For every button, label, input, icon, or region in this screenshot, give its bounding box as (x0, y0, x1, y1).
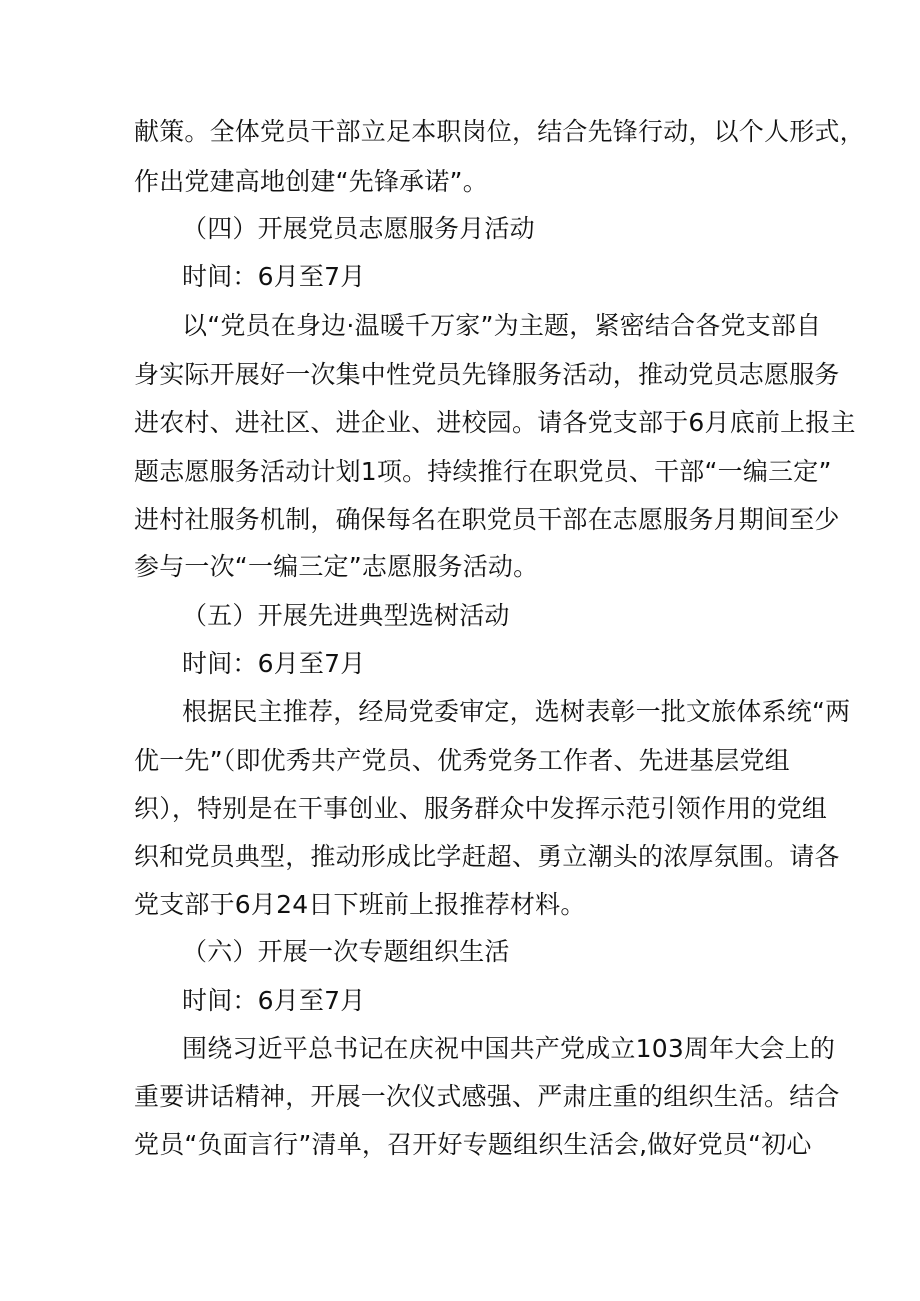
paragraph-line: 优一先”（即优秀共产党员、优秀党务工作者、先进基层党组 (134, 746, 790, 775)
time-line: 时间：6月至7月 (182, 986, 366, 1015)
time-line: 时间：6月至7月 (182, 262, 366, 291)
paragraph-line: 以“党员在身边·温暖千万家”为主题，紧密结合各党支部自 (182, 311, 822, 340)
paragraph-line: 身实际开展好一次集中性党员先锋服务活动，推动党员志愿服务 (134, 360, 840, 389)
section-heading: （五）开展先进典型选树活动 (182, 601, 510, 630)
paragraph-line: 根据民主推荐，经局党委审定，选树表彰一批文旅体系统“两 (182, 697, 851, 726)
paragraph-line: 题志愿服务活动计划1项。持续推行在职党员、干部“一编三定” (134, 457, 832, 486)
section-heading: （六）开展一次专题组织生活 (182, 937, 510, 966)
paragraph-line: 织和党员典型，推动形成比学赶超、勇立潮头的浓厚氛围。请各 (134, 842, 840, 871)
paragraph-line: 党支部于6月24日下班前上报推荐材料。 (134, 890, 586, 919)
paragraph-line: 献策。全体党员干部立足本职岗位，结合先锋行动，以个人形式， (134, 117, 865, 146)
paragraph-line: 进村社服务机制，确保每名在职党员干部在志愿服务月期间至少 (134, 505, 840, 534)
paragraph-line: 作出党建高地创建“先锋承诺”。 (134, 167, 488, 196)
paragraph-line: 参与一次“一编三定”志愿服务活动。 (134, 552, 539, 581)
paragraph-line: 进农村、进社区、进企业、进校园。请各党支部于6月底前上报主 (134, 408, 856, 437)
section-heading: （四）开展党员志愿服务月活动 (182, 214, 535, 243)
time-line: 时间：6月至7月 (182, 649, 366, 678)
paragraph-line: 织），特别是在干事创业、服务群众中发挥示范引领作用的党组 (134, 794, 828, 823)
paragraph-line: 围绕习近平总书记在庆祝中国共产党成立103周年大会上的 (182, 1034, 836, 1063)
paragraph-line: 重要讲话精神，开展一次仪式感强、严肃庄重的组织生活。结合 (134, 1082, 840, 1111)
paragraph-line: 党员“负面言行”清单，召开好专题组织生活会,做好党员“初心 (134, 1130, 812, 1159)
